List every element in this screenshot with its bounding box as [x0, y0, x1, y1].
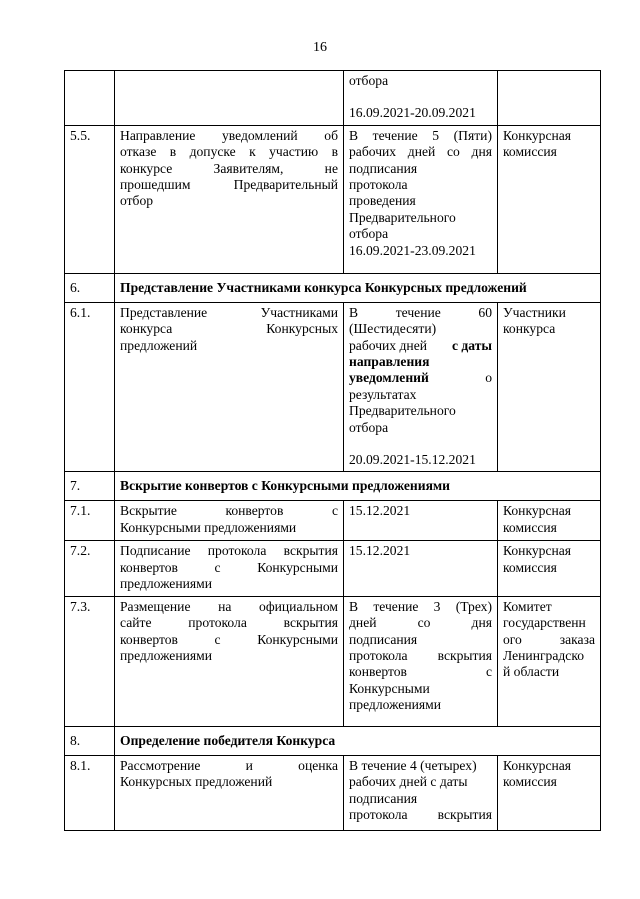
number-cell: 6. [65, 273, 115, 302]
term-cell: 15.12.2021 [344, 541, 498, 596]
section-title: Представление Участниками конкурса Конкурсных предложений [115, 273, 601, 302]
term-cell: В течение 5 (Пяти) рабочих дней со дня подписания протокола проведения Предварительного отбора 16.09.2021-23.09.2021 [344, 125, 498, 273]
description-cell [115, 71, 344, 126]
table-row-8-1 [65, 755, 601, 830]
description-cell: Размещение на официальном сайте протокола вскрытия конвертов с Конкурсными предложениями [115, 596, 344, 726]
section-heading-row-8 [65, 726, 601, 755]
responsible-cell: Конкурсная комиссия [498, 541, 601, 596]
term-cell: отбора 16.09.2021-20.09.2021 [344, 71, 498, 126]
responsible-cell: Участники конкурса [498, 302, 601, 472]
number-cell [65, 71, 115, 126]
section-heading-row-6 [65, 273, 601, 302]
number-cell: 5.5. [65, 125, 115, 273]
table-row-6-1 [65, 302, 601, 472]
table-row-7-3 [65, 596, 601, 726]
section-title: Определение победителя Конкурса [115, 726, 601, 755]
table-row-7-1 [65, 501, 601, 541]
responsible-cell: Конкурсная комиссия [498, 501, 601, 541]
term-cell: В течение 4 (четырех) рабочих дней с даты подписания протокола вскрытия [344, 755, 498, 830]
term-cell: В течение 3 (Трех) дней со дня подписания протокола вскрытия конвертов с Конкурсными предложениями [344, 596, 498, 726]
table-row-5-5 [65, 125, 601, 273]
responsible-cell [498, 71, 601, 126]
section-title: Вскрытие конвертов с Конкурсными предложениями [115, 472, 601, 501]
number-cell: 7. [65, 472, 115, 501]
responsible-cell: Конкурсная комиссия [498, 125, 601, 273]
number-cell: 7.3. [65, 596, 115, 726]
description-cell: Представление Участниками конкурса Конкурсных предложений [115, 302, 344, 472]
schedule-table [64, 70, 601, 831]
table-row-7-2 [65, 541, 601, 596]
number-cell: 8.1. [65, 755, 115, 830]
number-cell: 8. [65, 726, 115, 755]
number-cell: 7.2. [65, 541, 115, 596]
number-cell: 6.1. [65, 302, 115, 472]
term-cell: В течение 60 (Шестидесяти) рабочих дней с даты направления уведомлений о результатах Предварительного отбора 20.09.2021-15.12.2021 [344, 302, 498, 472]
description-cell: Подписание протокола вскрытия конвертов с Конкурсными предложениями [115, 541, 344, 596]
description-cell: Рассмотрение и оценка Конкурсных предложений [115, 755, 344, 830]
number-cell: 7.1. [65, 501, 115, 541]
section-heading-row-7 [65, 472, 601, 501]
description-cell: Вскрытие конвертов с Конкурсными предложениями [115, 501, 344, 541]
page-number: 16 [313, 40, 327, 55]
table-row-5-4-continuation [65, 71, 601, 126]
description-cell: Направление уведомлений об отказе в допуске к участию в конкурсе Заявителям, не прошедшим Предварительный отбор [115, 125, 344, 273]
term-cell: 15.12.2021 [344, 501, 498, 541]
responsible-cell: Комитет государственн ого заказа Ленинградско й области [498, 596, 601, 726]
responsible-cell: Конкурсная комиссия [498, 755, 601, 830]
